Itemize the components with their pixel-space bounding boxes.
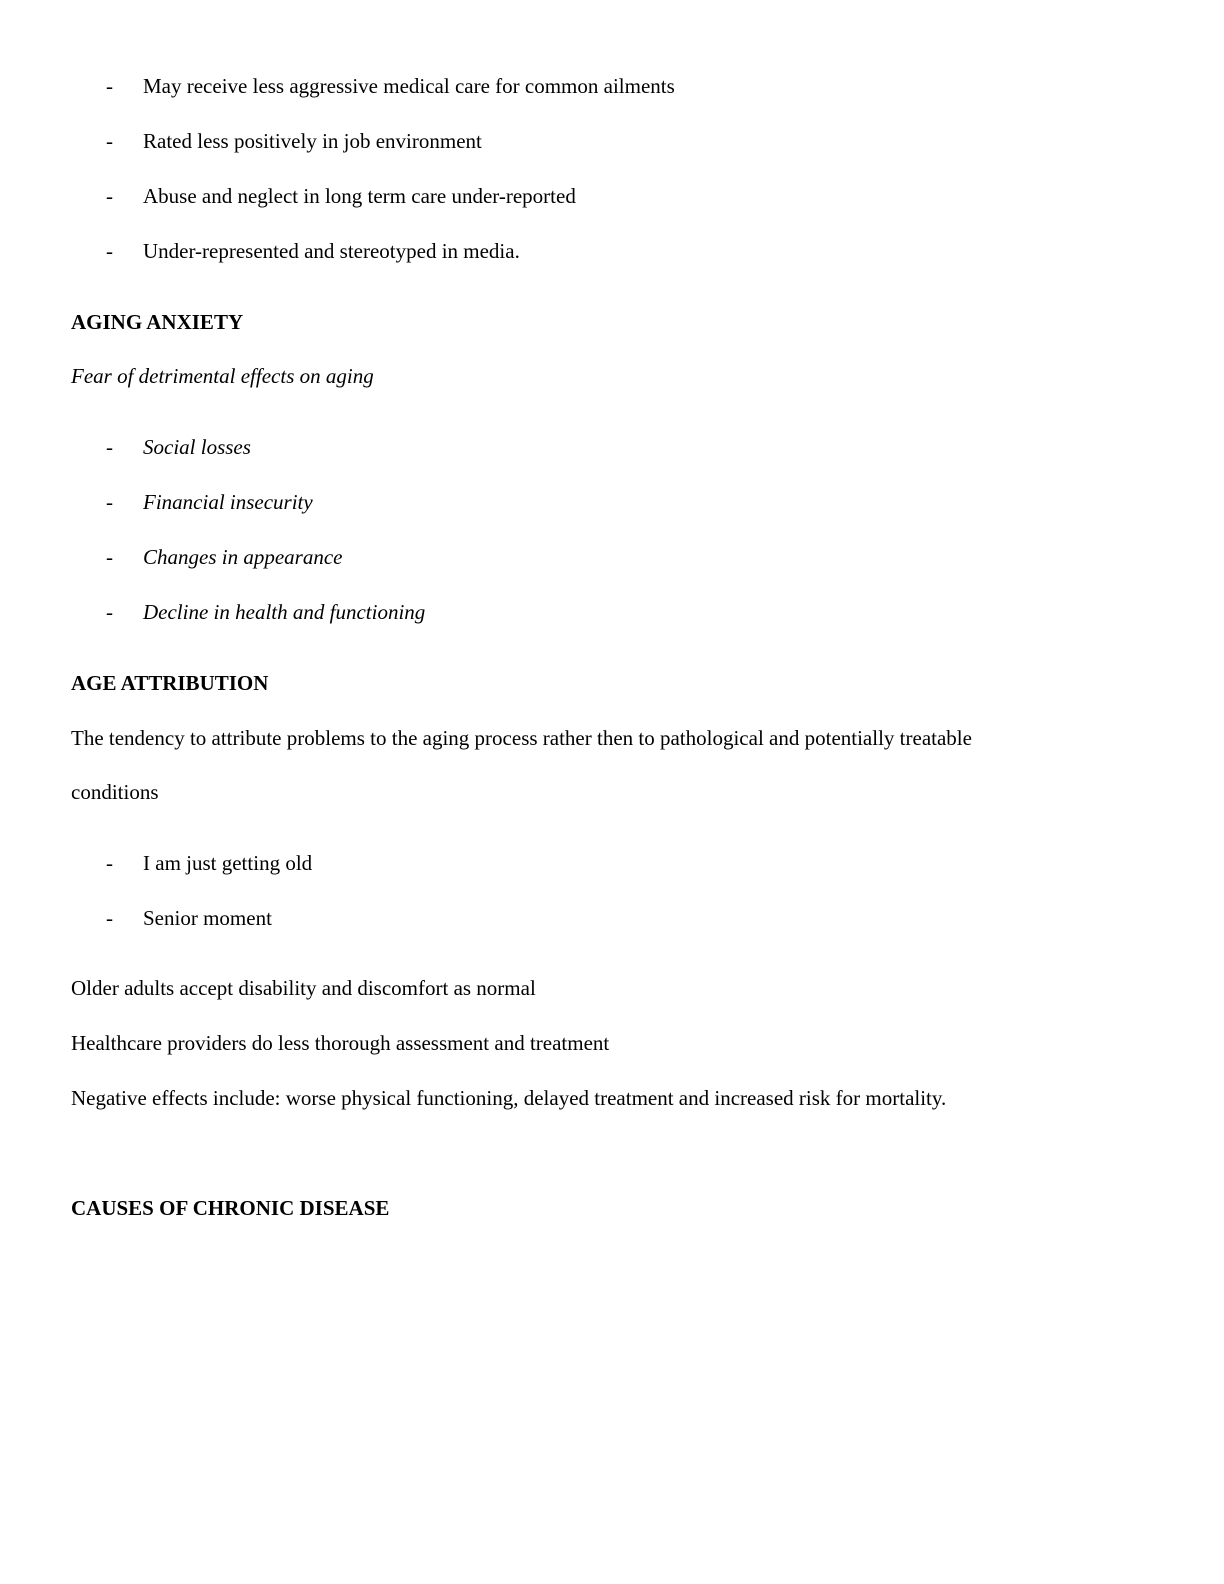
list-item: Decline in health and functioning	[143, 600, 426, 624]
list-item: Changes in appearance	[143, 545, 343, 569]
section-heading: AGING ANXIETY	[71, 310, 244, 334]
list-bullet: -	[106, 906, 113, 930]
list-bullet: -	[106, 851, 113, 875]
list-item: Financial insecurity	[143, 490, 313, 514]
section-heading: AGE ATTRIBUTION	[71, 671, 269, 695]
section-subtitle: Fear of detrimental effects on aging	[71, 364, 374, 388]
list-item: Social losses	[143, 435, 251, 459]
list-item: May receive less aggressive medical care for common ailments	[143, 74, 675, 98]
statement-paragraph: Negative effects include: worse physical functioning, delayed treatment and increased risk for mortality.	[71, 1086, 947, 1110]
list-bullet: -	[106, 490, 113, 514]
list-bullet: -	[106, 545, 113, 569]
list-item: Rated less positively in job environment	[143, 129, 482, 153]
section-description-continued: conditions	[71, 780, 159, 804]
list-bullet: -	[106, 600, 113, 624]
list-item: I am just getting old	[143, 851, 313, 875]
section-heading: CAUSES OF CHRONIC DISEASE	[71, 1196, 390, 1220]
list-item: Senior moment	[143, 906, 272, 930]
statement-paragraph: Older adults accept disability and discomfort as normal	[71, 976, 536, 1000]
list-bullet: -	[106, 239, 113, 263]
list-bullet: -	[106, 184, 113, 208]
list-item: Abuse and neglect in long term care under-reported	[143, 184, 576, 208]
list-bullet: -	[106, 435, 113, 459]
statement-paragraph: Healthcare providers do less thorough assessment and treatment	[71, 1031, 610, 1055]
list-bullet: -	[106, 74, 113, 98]
list-bullet: -	[106, 129, 113, 153]
section-description: The tendency to attribute problems to the aging process rather then to pathological and potentially treatable	[71, 726, 972, 750]
list-item: Under-represented and stereotyped in media.	[143, 239, 520, 263]
